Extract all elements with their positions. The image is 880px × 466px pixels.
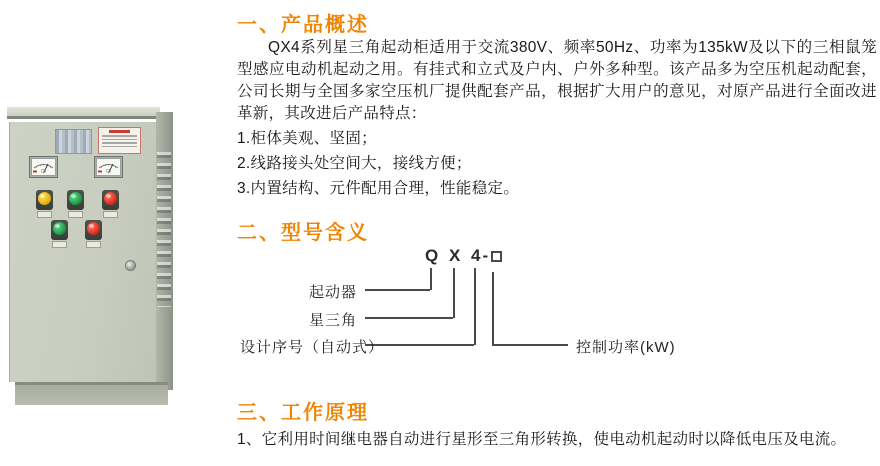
green-button-icon <box>53 222 66 235</box>
ventilation-louvers-icon <box>157 152 171 307</box>
model-code-text: Q X 4- <box>425 246 491 265</box>
feature-item: 1.柜体美观、坚固； <box>237 130 377 147</box>
nameplate-text-line <box>102 135 137 137</box>
green-lens-icon <box>69 192 82 205</box>
model-power-placeholder-box <box>491 251 502 262</box>
principle-paragraph: 1、它利用时间继电器自动进行星形至三角形转换，使电动机起动时以降低电压及电流。 <box>237 431 847 448</box>
nameplate-text-line <box>102 142 137 144</box>
button-label-plate <box>52 241 67 248</box>
model-code <box>425 246 502 266</box>
cabinet-base <box>15 382 168 405</box>
section-heading-principle: 三、工作原理 <box>237 402 369 424</box>
overview-paragraph: QX4系列星三角起动柜适用于交流380V、频率50Hz、功率为135kW及以下的三相鼠笼型感应电动机起动之用。有挂式和立式及户内、户外多种型。该产品多为空压机起动配套，公司长期与全国多家空压机厂提供配套产品，根据扩大用户的意见，对原产品进行全面改进革新，其改进后产品特点： <box>237 39 877 122</box>
cabinet-top-lip <box>7 107 160 119</box>
indicator-light-yellow <box>36 190 53 210</box>
nameplate-text-line <box>102 146 137 148</box>
button-label-plate <box>86 241 101 248</box>
indicator-light-red <box>102 190 119 210</box>
holographic-sticker <box>55 129 92 154</box>
indicator-light-green <box>67 190 84 210</box>
diagram-connector-line <box>474 268 476 345</box>
diagram-connector-line <box>492 344 568 346</box>
feature-item: 2.线路接头处空间大，接线方便； <box>237 155 472 172</box>
yellow-lens-icon <box>38 192 51 205</box>
model-meaning-diagram <box>237 246 677 361</box>
section-heading-overview: 一、产品概述 <box>237 14 369 36</box>
diagram-connector-line <box>365 317 453 319</box>
red-lens-icon <box>104 192 117 205</box>
nameplate-label <box>98 127 141 154</box>
content-column <box>237 0 880 466</box>
red-button-icon <box>87 222 100 235</box>
feature-item: 3.内置结构、元件配用合理，性能稳定。 <box>237 180 520 197</box>
door-lock-icon <box>125 260 136 271</box>
diagram-label-control-power: 控制功率(kW) <box>576 339 676 356</box>
diagram-connector-line <box>453 268 455 318</box>
indicator-label-plate <box>68 211 83 218</box>
panel-meter-icon <box>29 156 58 178</box>
nameplate-text-line <box>102 139 137 141</box>
diagram-connector-line <box>365 289 430 291</box>
diagram-label-star-delta: 星三角 <box>308 312 357 329</box>
nameplate-title-line <box>109 130 130 133</box>
diagram-label-starter: 起动器 <box>308 284 357 301</box>
section-heading-model: 二、型号含义 <box>237 222 369 244</box>
diagram-label-design-serial: 设计序号（自动式） <box>240 339 385 356</box>
diagram-connector-line <box>430 268 432 290</box>
indicator-label-plate <box>103 211 118 218</box>
product-photo-starter-cabinet <box>0 0 230 466</box>
feature-list <box>237 126 877 201</box>
stop-pushbutton-red <box>85 220 102 240</box>
panel-meter-icon <box>94 156 123 178</box>
indicator-label-plate <box>37 211 52 218</box>
diagram-connector-line <box>492 272 494 345</box>
start-pushbutton-green <box>51 220 68 240</box>
